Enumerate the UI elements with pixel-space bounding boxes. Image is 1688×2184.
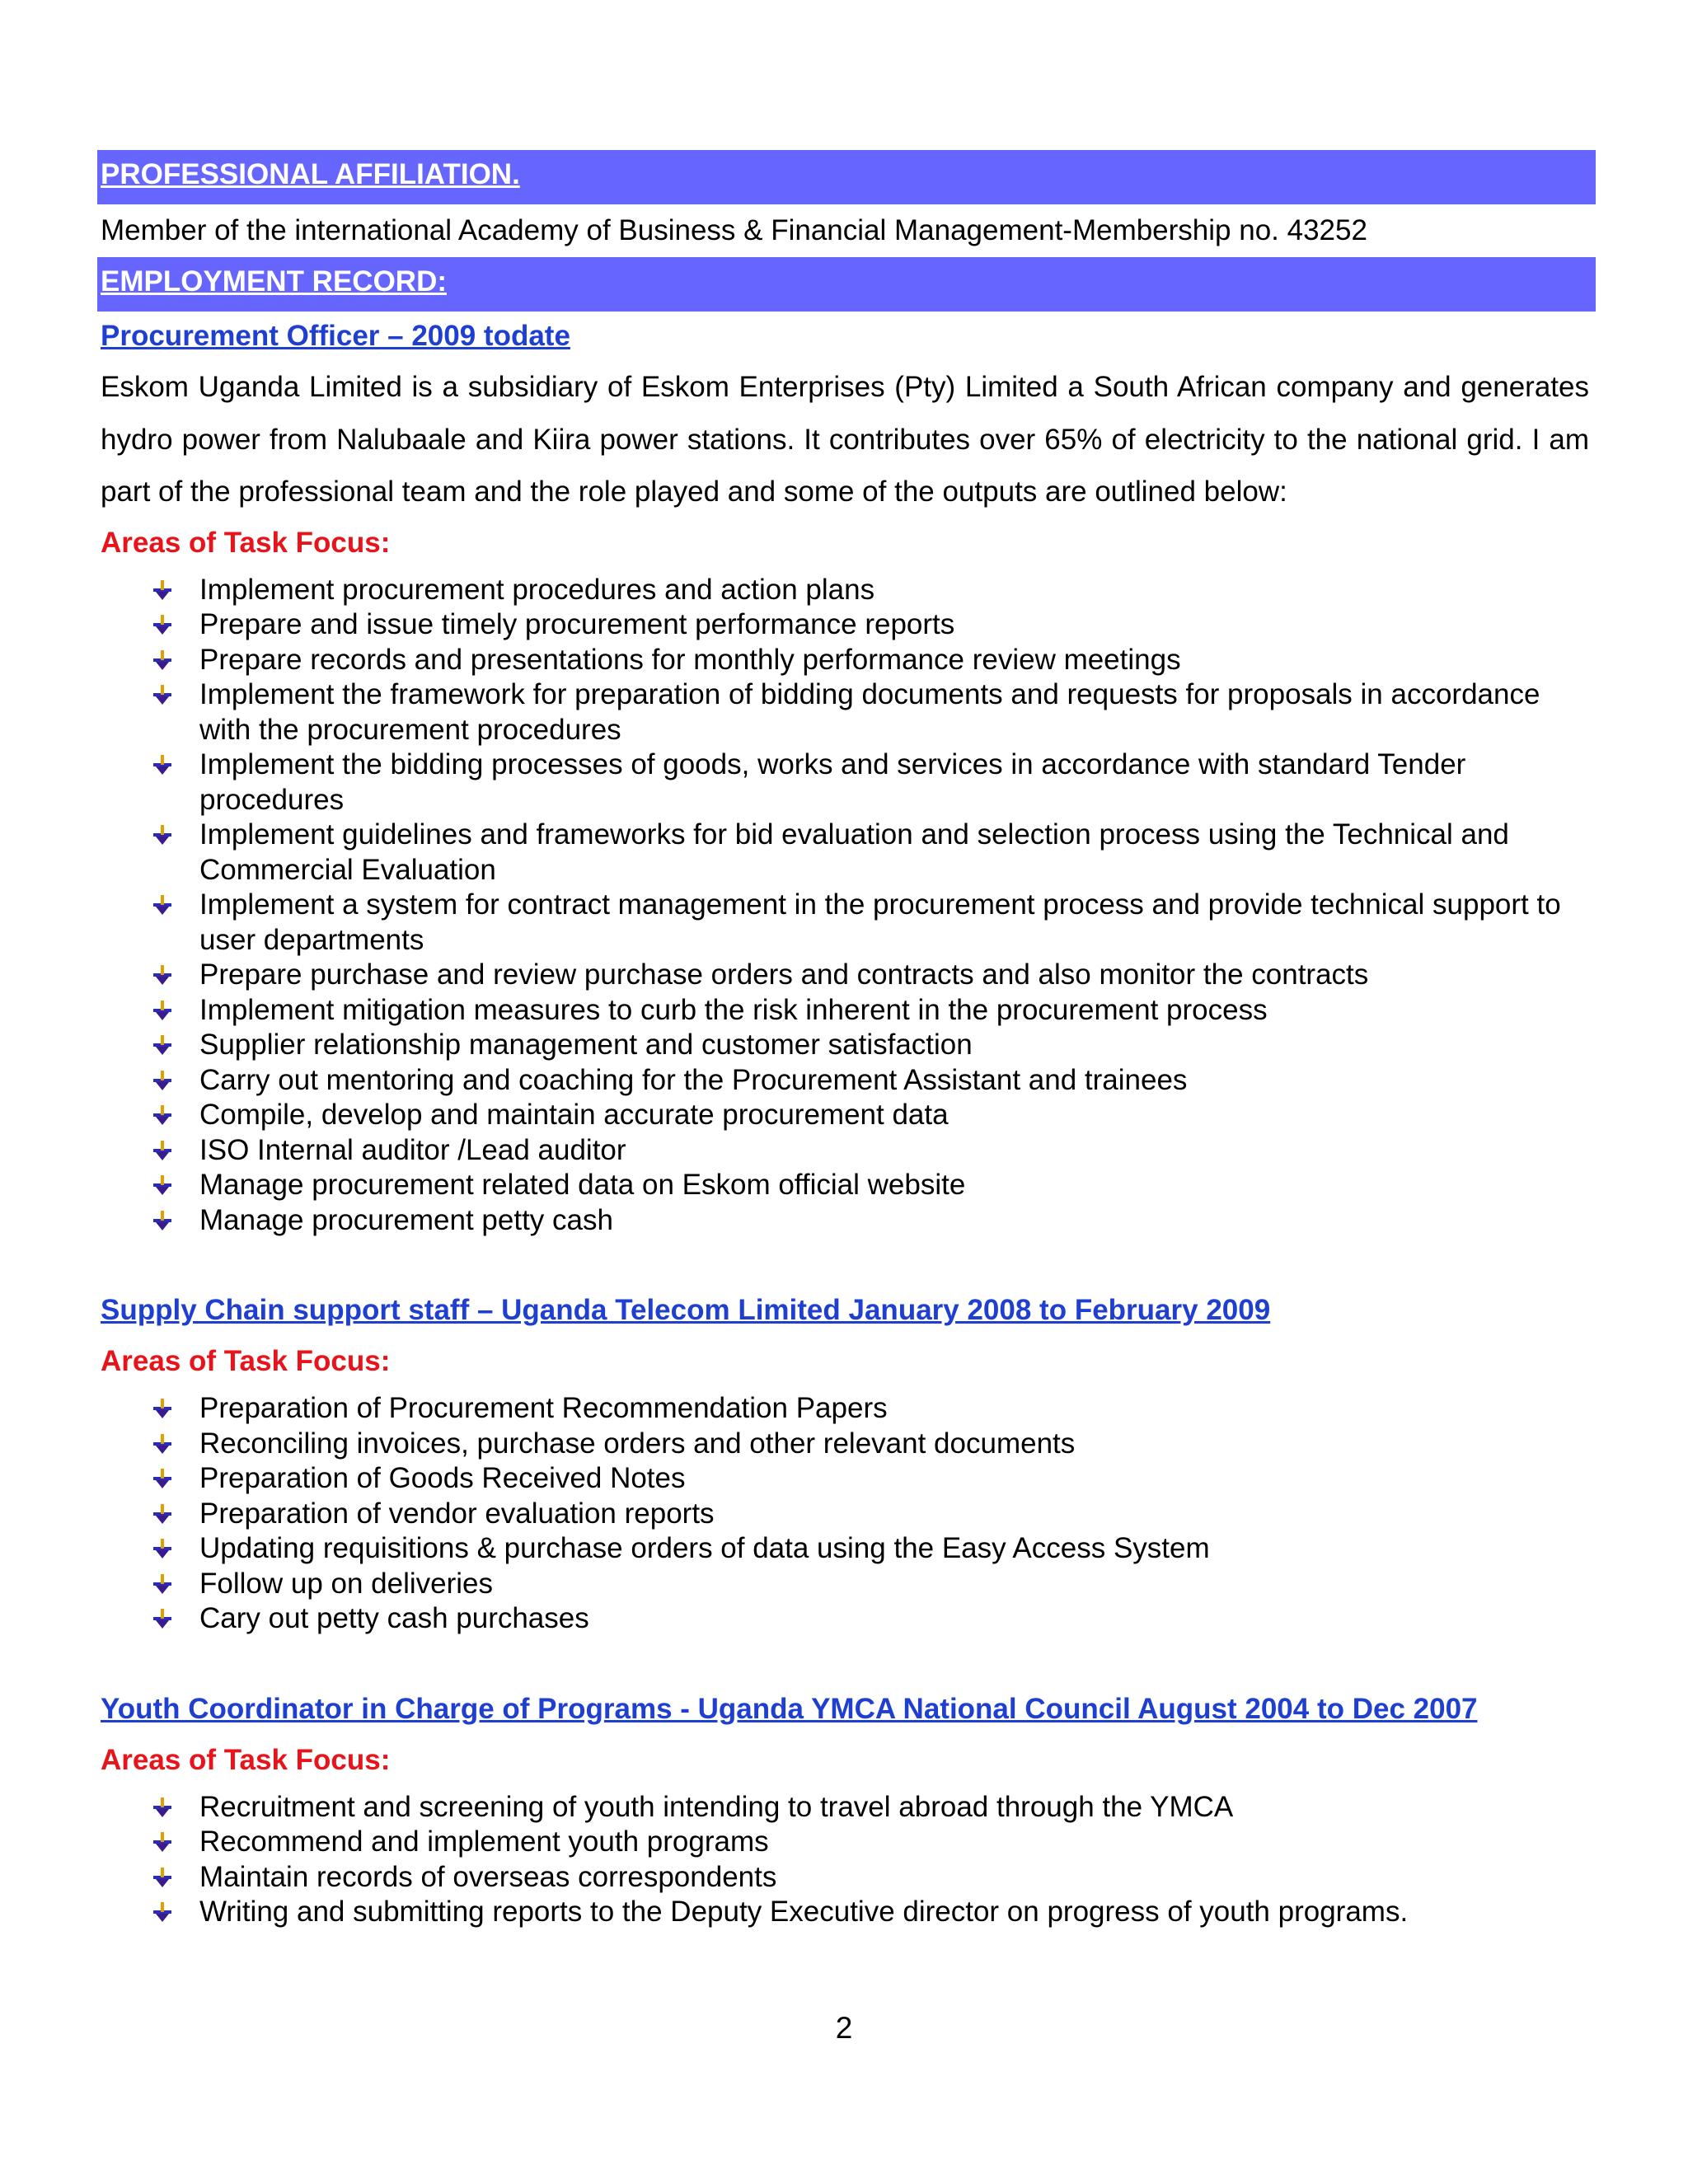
arrow-down-bullet-icon: [152, 1070, 173, 1091]
task-text: Implement mitigation measures to curb the risk inherent in the procurement process: [199, 993, 1268, 1026]
task-item: [97, 1601, 1596, 1637]
task-item: [97, 1825, 1596, 1860]
task-item: [97, 1895, 1596, 1930]
task-item: [97, 1860, 1596, 1896]
task-item: [97, 1391, 1596, 1427]
task-text: Recruitment and screening of youth intending to travel abroad through the YMCA: [199, 1790, 1234, 1823]
arrow-down-bullet-icon: [152, 1468, 173, 1489]
task-item: [97, 1790, 1596, 1825]
task-item: [97, 1063, 1596, 1099]
task-text: Implement a system for contract management in the procurement process and provide technical support to user departments: [199, 888, 1561, 956]
arrow-down-bullet-icon: [152, 1174, 173, 1196]
arrow-down-bullet-icon: [152, 1140, 173, 1161]
job-title-supply-chain: Supply Chain support staff – Uganda Telecom Limited January 2008 to February 2009: [101, 1294, 1271, 1326]
task-text: Compile, develop and maintain accurate procurement data: [199, 1099, 949, 1131]
task-text: Updating requisitions & purchase orders of data using the Easy Access System: [199, 1532, 1210, 1564]
arrow-down-bullet-icon: [152, 1398, 173, 1419]
task-text: Writing and submitting reports to the Deputy Executive director on progress of youth programs.: [199, 1896, 1409, 1928]
arrow-down-bullet-icon: [152, 684, 173, 705]
task-text: Cary out petty cash purchases: [199, 1602, 589, 1634]
task-text: Preparation of vendor evaluation reports: [199, 1497, 715, 1530]
task-text: Prepare records and presentations for monthly performance review meetings: [199, 643, 1181, 676]
task-text: Implement guidelines and frameworks for bid evaluation and selection process using the Technical and Commercial Evaluation: [199, 818, 1509, 886]
focus-label-job-1: Areas of Task Focus:: [101, 526, 391, 559]
task-text: Implement procurement procedures and action plans: [199, 573, 875, 606]
arrow-down-bullet-icon: [152, 824, 173, 846]
task-text: Prepare and issue timely procurement performance reports: [199, 608, 955, 640]
task-item: [97, 677, 1596, 748]
task-text: Implement the bidding processes of goods, works and services in accordance with standard Tender procedures: [199, 748, 1466, 816]
task-text: Preparation of Goods Received Notes: [199, 1462, 686, 1494]
task-item: [97, 818, 1596, 888]
arrow-down-bullet-icon: [152, 754, 173, 776]
page-number: 2: [835, 2011, 853, 2045]
arrow-down-bullet-icon: [152, 1104, 173, 1126]
task-text: Implement the framework for preparation of bidding documents and requests for proposals in accordance with the procurement procedures: [199, 678, 1540, 746]
task-item: [97, 1567, 1596, 1602]
arrow-down-bullet-icon: [152, 1538, 173, 1559]
task-item: [97, 993, 1596, 1029]
task-item: [97, 748, 1596, 818]
task-text: Follow up on deliveries: [199, 1567, 494, 1600]
task-item: [97, 1427, 1596, 1462]
task-text: Maintain records of overseas correspondents: [199, 1860, 777, 1893]
task-item: [97, 607, 1596, 643]
task-item: [97, 1133, 1596, 1169]
task-item: [97, 643, 1596, 678]
task-text: Reconciling invoices, purchase orders and other relevant documents: [199, 1427, 1076, 1460]
task-text: ISO Internal auditor /Lead auditor: [199, 1133, 626, 1166]
task-item: [97, 1168, 1596, 1203]
task-item: [97, 1028, 1596, 1063]
arrow-down-bullet-icon: [152, 1831, 173, 1853]
arrow-down-bullet-icon: [152, 964, 173, 986]
resume-page: [97, 150, 1596, 1930]
task-item: [97, 1203, 1596, 1239]
task-item: [97, 1461, 1596, 1497]
task-text: Carry out mentoring and coaching for the Procurement Assistant and trainees: [199, 1063, 1188, 1096]
arrow-down-bullet-icon: [152, 1433, 173, 1455]
arrow-down-bullet-icon: [152, 579, 173, 601]
arrow-down-bullet-icon: [152, 1608, 173, 1629]
task-text: Prepare purchase and review purchase orders and contracts and also monitor the contracts: [199, 958, 1369, 991]
arrow-down-bullet-icon: [152, 614, 173, 635]
task-text: Recommend and implement youth programs: [199, 1825, 769, 1858]
task-list-job-1: [97, 573, 1596, 1239]
task-text: Preparation of Procurement Recommendation Papers: [199, 1392, 888, 1424]
task-list-job-3: [97, 1790, 1596, 1930]
task-item: [97, 958, 1596, 993]
arrow-down-bullet-icon: [152, 1503, 173, 1525]
task-item: [97, 1497, 1596, 1532]
job-title-youth-coordinator: Youth Coordinator in Charge of Programs - Uganda YMCA National Council August 2004 to Dec 2007: [101, 1692, 1478, 1725]
arrow-down-bullet-icon: [152, 1797, 173, 1818]
arrow-down-bullet-icon: [152, 649, 173, 671]
task-text: Manage procurement petty cash: [199, 1203, 613, 1236]
task-item: [97, 1098, 1596, 1133]
task-item: [97, 888, 1596, 958]
task-list-job-2: [97, 1391, 1596, 1637]
arrow-down-bullet-icon: [152, 1034, 173, 1056]
task-item: [97, 573, 1596, 608]
arrow-down-bullet-icon: [152, 1901, 173, 1923]
arrow-down-bullet-icon: [152, 894, 173, 916]
task-text: Manage procurement related data on Eskom official website: [199, 1169, 966, 1201]
professional-affiliation-header: PROFESSIONAL AFFILIATION.: [97, 150, 1596, 204]
arrow-down-bullet-icon: [152, 1573, 173, 1595]
focus-label-job-3: Areas of Task Focus:: [101, 1743, 391, 1776]
employment-record-header: EMPLOYMENT RECORD:: [97, 257, 1596, 312]
arrow-down-bullet-icon: [152, 1867, 173, 1888]
focus-label-job-2: Areas of Task Focus:: [101, 1345, 391, 1377]
arrow-down-bullet-icon: [152, 1210, 173, 1231]
arrow-down-bullet-icon: [152, 1000, 173, 1021]
task-text: Supplier relationship management and customer satisfaction: [199, 1029, 973, 1061]
affiliation-text: Member of the international Academy of Business & Financial Management-Membership no. 43252: [101, 214, 1367, 246]
job-intro-eskom: Eskom Uganda Limited is a subsidiary of Eskom Enterprises (Pty) Limited a South African company and generates hydro power from Nalubaale and Kiira power stations. It contributes over 65% of electricity to the national grid. I am part of the professional team and the role played and some of the outputs are outlined below:: [101, 371, 1589, 508]
job-title-procurement-officer: Procurement Officer – 2009 todate: [101, 320, 570, 352]
task-item: [97, 1531, 1596, 1567]
